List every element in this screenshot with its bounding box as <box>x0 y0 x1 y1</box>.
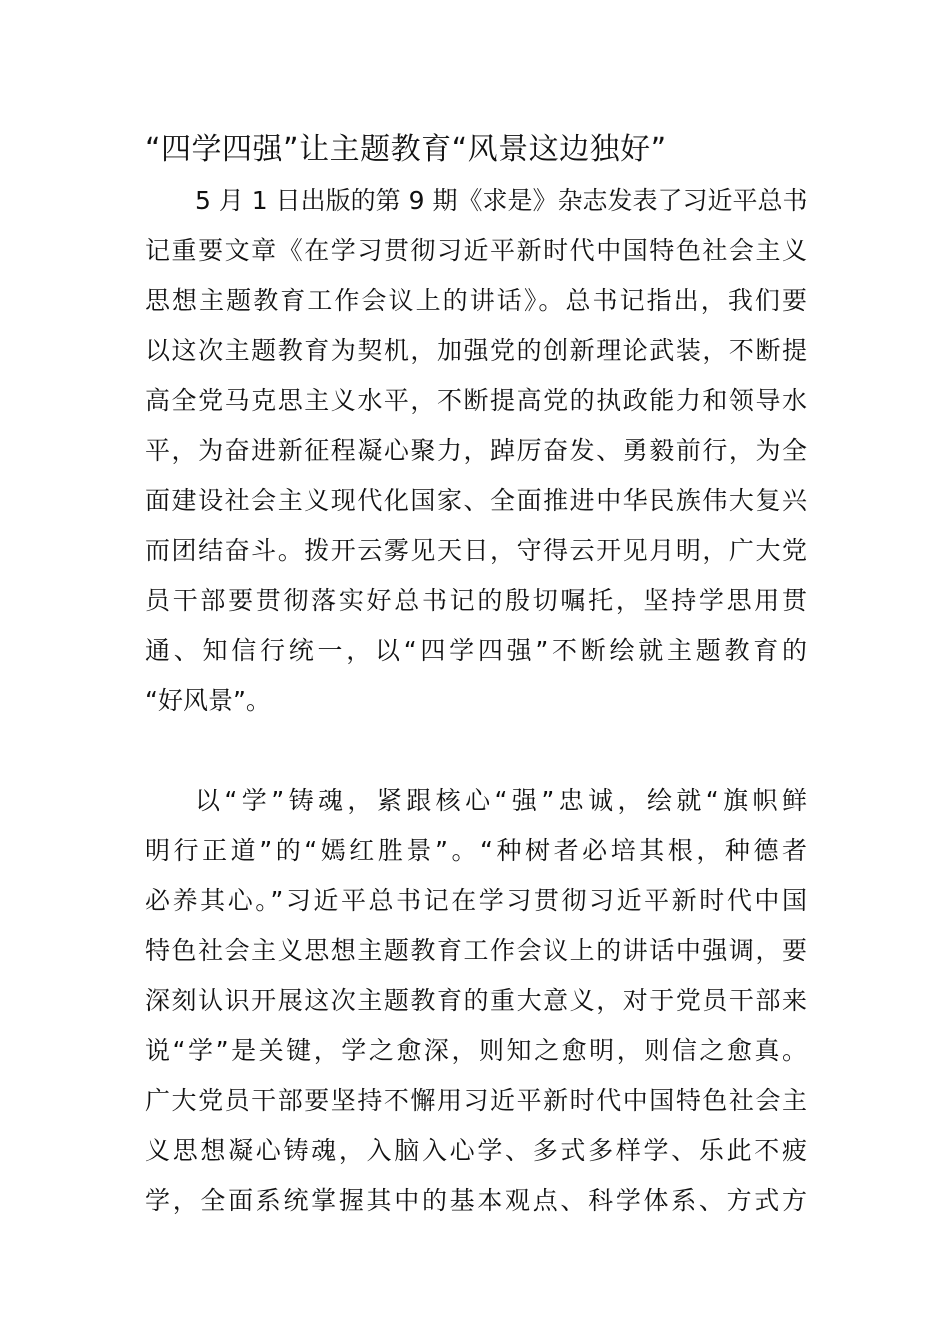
paragraph-1-line: 高全党马克思主义水平，不断提高党的执政能力和领导水 <box>145 386 807 415</box>
paragraph-2-line: 学，全面系统掌握其中的基本观点、科学体系、方式方 <box>145 1186 807 1215</box>
paragraph-2-line: 义思想凝心铸魂，入脑入心学、多式多样学、乐此不疲 <box>145 1136 807 1165</box>
paragraph-1-line: “好风景”。 <box>145 686 271 715</box>
paragraph-spacer <box>145 726 807 776</box>
paragraph-1-line: 而团结奋斗。拨开云雾见天日，守得云开见月明，广大党 <box>145 536 807 565</box>
paragraph-1-line: 平，为奋进新征程凝心聚力，踔厉奋发、勇毅前行，为全 <box>145 436 807 465</box>
paragraph-2-line: 以“学”铸魂，紧跟核心“强”忠诚，绘就“旗帜鲜 <box>195 786 807 815</box>
paragraph-1-line: 通、知信行统一，以“四学四强”不断绘就主题教育的 <box>145 636 807 665</box>
paragraph-1-line: 面建设社会主义现代化国家、全面推进中华民族伟大复兴 <box>145 486 807 515</box>
paragraph-2-line: 必养其心。”习近平总书记在学习贯彻习近平新时代中国 <box>145 886 807 915</box>
paragraph-1-line: 以这次主题教育为契机，加强党的创新理论武装，不断提 <box>145 336 807 365</box>
paragraph-1-line: 记重要文章《在学习贯彻习近平新时代中国特色社会主义 <box>145 236 807 265</box>
paragraph-1-line: 员干部要贯彻落实好总书记的殷切嘱托，坚持学思用贯 <box>145 586 807 615</box>
paragraph-2-line: 深刻认识开展这次主题教育的重大意义，对于党员干部来 <box>145 986 807 1015</box>
paragraph-1-line: 思想主题教育工作会议上的讲话》。总书记指出，我们要 <box>145 286 807 315</box>
paragraph-2-line: 特色社会主义思想主题教育工作会议上的讲话中强调，要 <box>145 936 807 965</box>
paragraph-2-line: 说“学”是关键，学之愈深，则知之愈明，则信之愈真。 <box>145 1036 807 1065</box>
paragraph-2-line: 广大党员干部要坚持不懈用习近平新时代中国特色社会主 <box>145 1086 807 1115</box>
paragraph-2-line: 明行正道”的“嫣红胜景”。“种树者必培其根，种德者 <box>145 836 807 865</box>
document-body <box>145 176 807 1226</box>
paragraph-1-line: 5 月 1 日出版的第 9 期《求是》杂志发表了习近平总书 <box>195 186 808 215</box>
document-title: “四学四强”让主题教育“风景这边独好” <box>145 132 667 167</box>
